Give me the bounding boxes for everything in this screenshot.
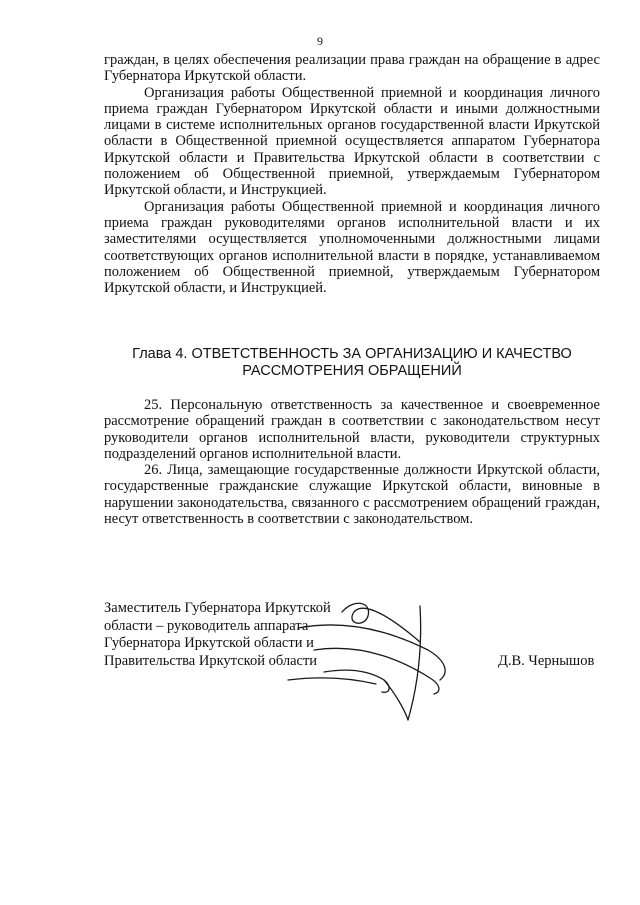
paragraph-heads-reception: Организация работы Общественной приемной и координация личного приема граждан руководителями органов исполнительной власти и их заместителями осуществляется уполномоченными должностными лицами соответствующих органов исполнительной власти в порядке, устанавливаемом положением об Общественной приемной, утверждаемым Губернатором Иркутской области, и Инструкцией. bbox=[104, 198, 600, 297]
paragraph-public-reception: Организация работы Общественной приемной и координация личного приема граждан Губернатором Иркутской области и иными должностными лицами в системе исполнительных органов государственной власти Иркутской области в Общественной приемной осуществляется аппаратом Губернатора Иркутской области и Правительства Иркутской области в соответствии с положением об Общественной приемной, утверждаемым Губернатором Иркутской области, и Инструкцией. bbox=[104, 84, 600, 199]
chapter-heading-line-2: РАССМОТРЕНИЯ ОБРАЩЕНИЙ bbox=[242, 362, 462, 379]
signer-name: Д.В. Чернышов bbox=[498, 653, 595, 669]
clauses bbox=[104, 397, 600, 527]
chapter-heading-line-1: Глава 4. ОТВЕТСТВЕННОСТЬ ЗА ОРГАНИЗАЦИЮ И КАЧЕСТВО bbox=[132, 346, 572, 362]
signatory-title-line: Правительства Иркутской области bbox=[104, 652, 318, 669]
body-text bbox=[104, 52, 600, 296]
signatory-title-line: области – руководитель аппарата bbox=[104, 617, 309, 634]
paragraph-continuation: граждан, в целях обеспечения реализации права граждан на обращение в адрес Губернатора Иркутской области. bbox=[104, 52, 600, 85]
chapter-heading bbox=[104, 346, 600, 379]
page-number: 9 bbox=[317, 34, 323, 48]
signatory-title-line: Заместитель Губернатора Иркутской bbox=[104, 600, 331, 616]
handwritten-signature bbox=[280, 588, 460, 728]
clause-26: 26. Лица, замещающие государственные должности Иркутской области, государственные гражданские служащие Иркутской области, виновные в нарушении законодательства, связанного с рассмотрением обращений граждан, несут ответственность в соответствии с законодательством. bbox=[104, 462, 600, 528]
clause-25: 25. Персональную ответственность за качественное и своевременное рассмотрение обращений граждан в соответствии с законодательством несут руководители органов исполнительной власти, руководители структурных подразделений органов исполнительной власти. bbox=[104, 397, 600, 462]
signatory-title-line: Губернатора Иркутской области и bbox=[104, 635, 314, 652]
